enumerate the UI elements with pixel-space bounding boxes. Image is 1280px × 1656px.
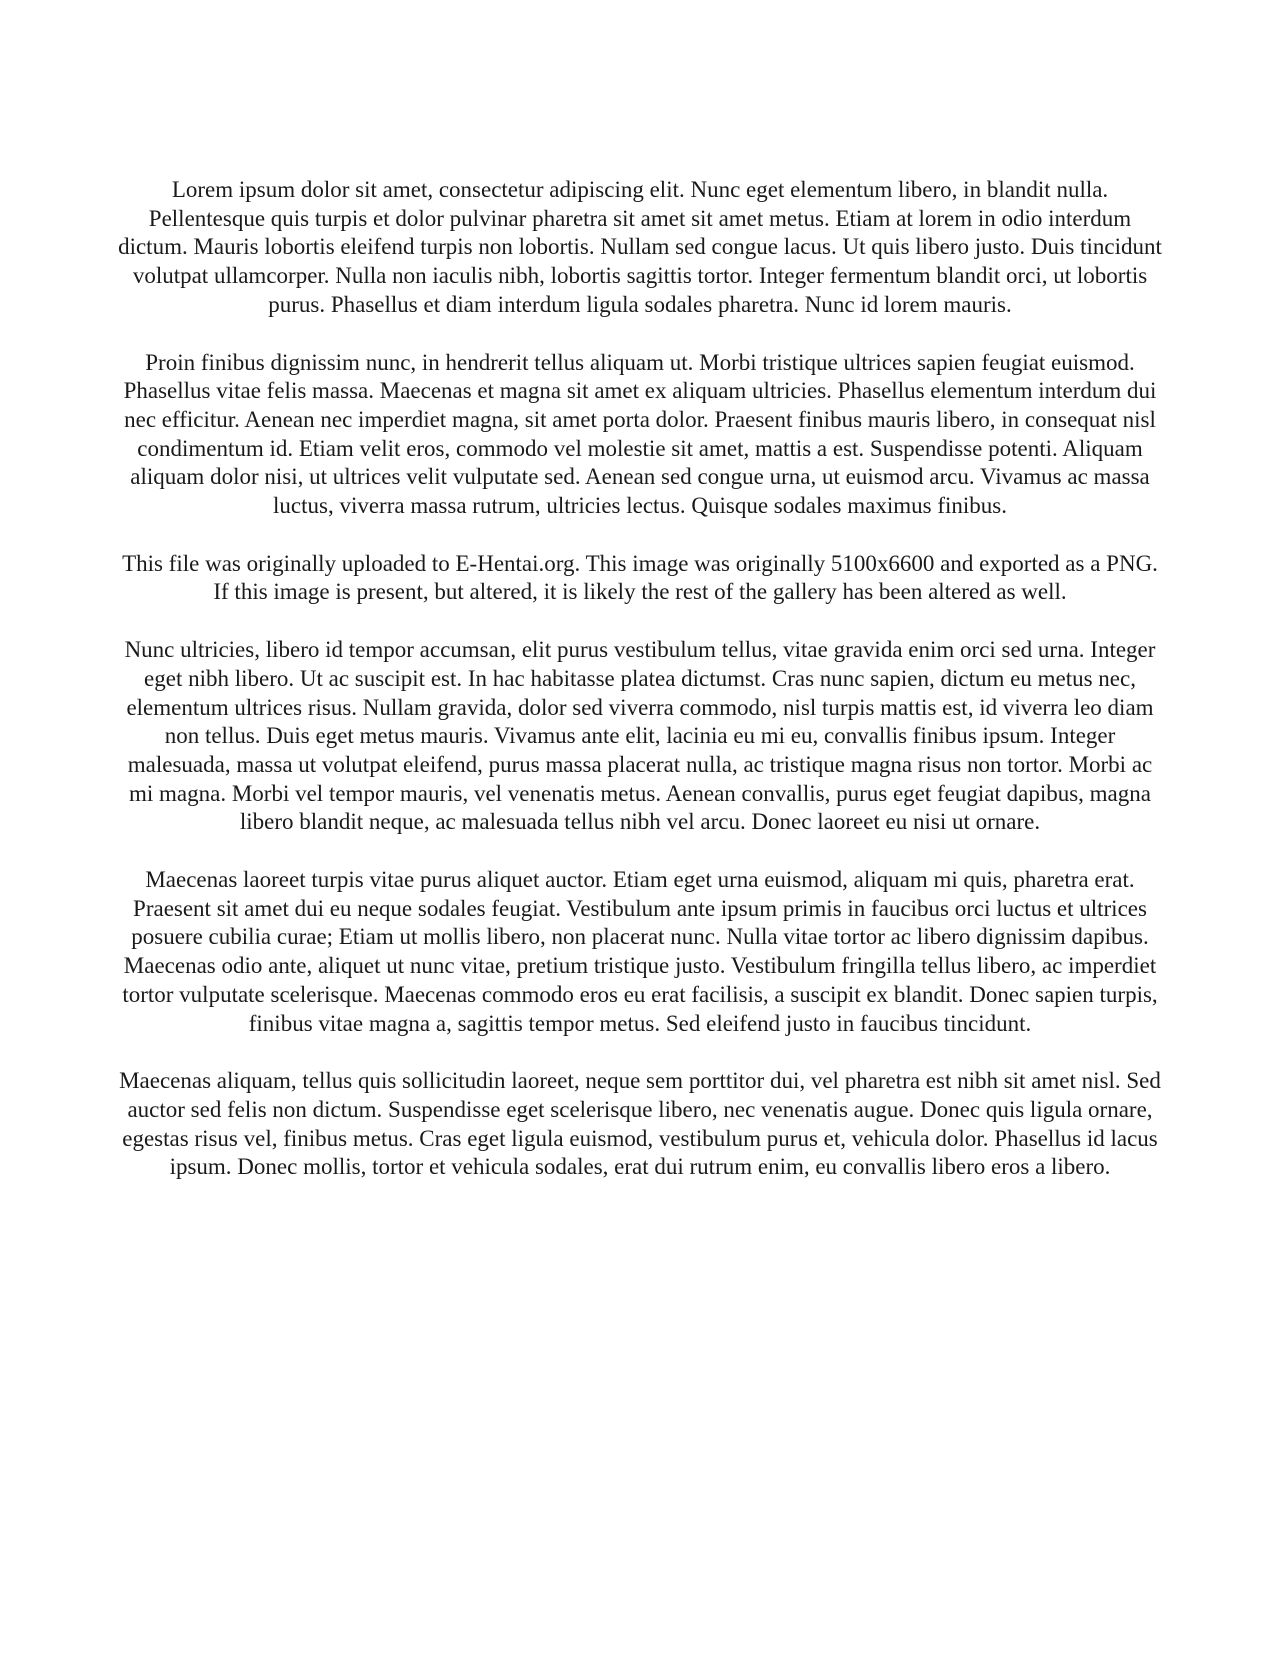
paragraph-2: Proin finibus dignissim nunc, in hendrerit tellus aliquam ut. Morbi tristique ultrices sapien feugiat euismod. Phasellus vitae felis massa. Maecenas et magna sit amet ex aliquam ultricies. Phasellus elementum interdum dui nec efficitur. Aenean nec imperdiet magna, sit amet porta dolor. Praesent finibus mauris libero, in consequat nisl condimentum id. Etiam velit eros, commodo vel molestie sit amet, mattis a est. Suspendisse potenti. Aliquam aliquam dolor nisi, ut ultrices velit vulputate sed. Aenean sed congue urna, ut euismod arcu. Vivamus ac massa luctus, viverra massa rutrum, ultricies lectus. Quisque sodales maximus finibus. — [123, 349, 1157, 519]
paragraph-3-notice: This file was originally uploaded to E-Hentai.org. This image was originally 5100x6600 and exported as a PNG. If this image is present, but altered, it is likely the rest of the gallery has been altered as well. — [122, 550, 1158, 605]
paragraph-6: Maecenas aliquam, tellus quis sollicitudin laoreet, neque sem porttitor dui, vel pharetra est nibh sit amet nisl. Sed auctor sed felis non dictum. Suspendisse eget scelerisque libero, nec venenatis augue. Donec quis ligula ornare, egestas risus vel, finibus metus. Cras eget ligula euismod, vestibulum purus et, vehicula dolor. Phasellus id lacus ipsum. Donec mollis, tortor et vehicula sodales, erat dui rutrum enim, eu convallis libero eros a libero. — [119, 1068, 1161, 1180]
paragraph-4: Nunc ultricies, libero id tempor accumsan, elit purus vestibulum tellus, vitae gravida enim orci sed urna. Integer eget nibh libero. Ut ac suscipit est. In hac habitasse platea dictumst. Cras nunc sapien, dictum eu metus nec, elementum ultrices risus. Nullam gravida, dolor sed viverra commodo, nisl turpis mattis est, id viverra leo diam non tellus. Duis eget metus mauris. Vivamus ante elit, lacinia eu mi eu, convallis finibus ipsum. Integer malesuada, massa ut volutpat eleifend, purus massa placerat nulla, ac tristique magna risus non tortor. Morbi ac mi magna. Morbi vel tempor mauris, vel venenatis metus. Aenean convallis, purus eget feugiat dapibus, magna libero blandit neque, ac malesuada tellus nibh vel arcu. Donec laoreet eu nisi ut ornare. — [124, 637, 1156, 835]
paragraph-1: Lorem ipsum dolor sit amet, consectetur adipiscing elit. Nunc eget elementum libero, in blandit nulla. Pellentesque quis turpis et dolor pulvinar pharetra sit amet sit amet metus. Etiam at lorem in odio interdum dictum. Mauris lobortis eleifend turpis non lobortis. Nullam sed congue lacus. Ut quis libero justo. Duis tincidunt volutpat ullamcorper. Nulla non iaculis nibh, lobortis sagittis tortor. Integer fermentum blandit orci, ut lobortis purus. Phasellus et diam interdum ligula sodales pharetra. Nunc id lorem mauris. — [118, 177, 1162, 317]
paragraph-5: Maecenas laoreet turpis vitae purus aliquet auctor. Etiam eget urna euismod, aliquam mi quis, pharetra erat. Praesent sit amet dui eu neque sodales feugiat. Vestibulum ante ipsum primis in faucibus orci luctus et ultrices posuere cubilia curae; Etiam ut mollis libero, non placerat nunc. Nulla vitae tortor ac libero dignissim dapibus. Maecenas odio ante, aliquet ut nunc vitae, pretium tristique justo. Vestibulum fringilla tellus libero, ac imperdiet tortor vulputate scelerisque. Maecenas commodo eros eu erat facilisis, a suscipit ex blandit. Donec sapien turpis, finibus vitae magna a, sagittis tempor metus. Sed eleifend justo in faucibus tincidunt. — [122, 867, 1158, 1036]
document-body — [118, 176, 1162, 1211]
